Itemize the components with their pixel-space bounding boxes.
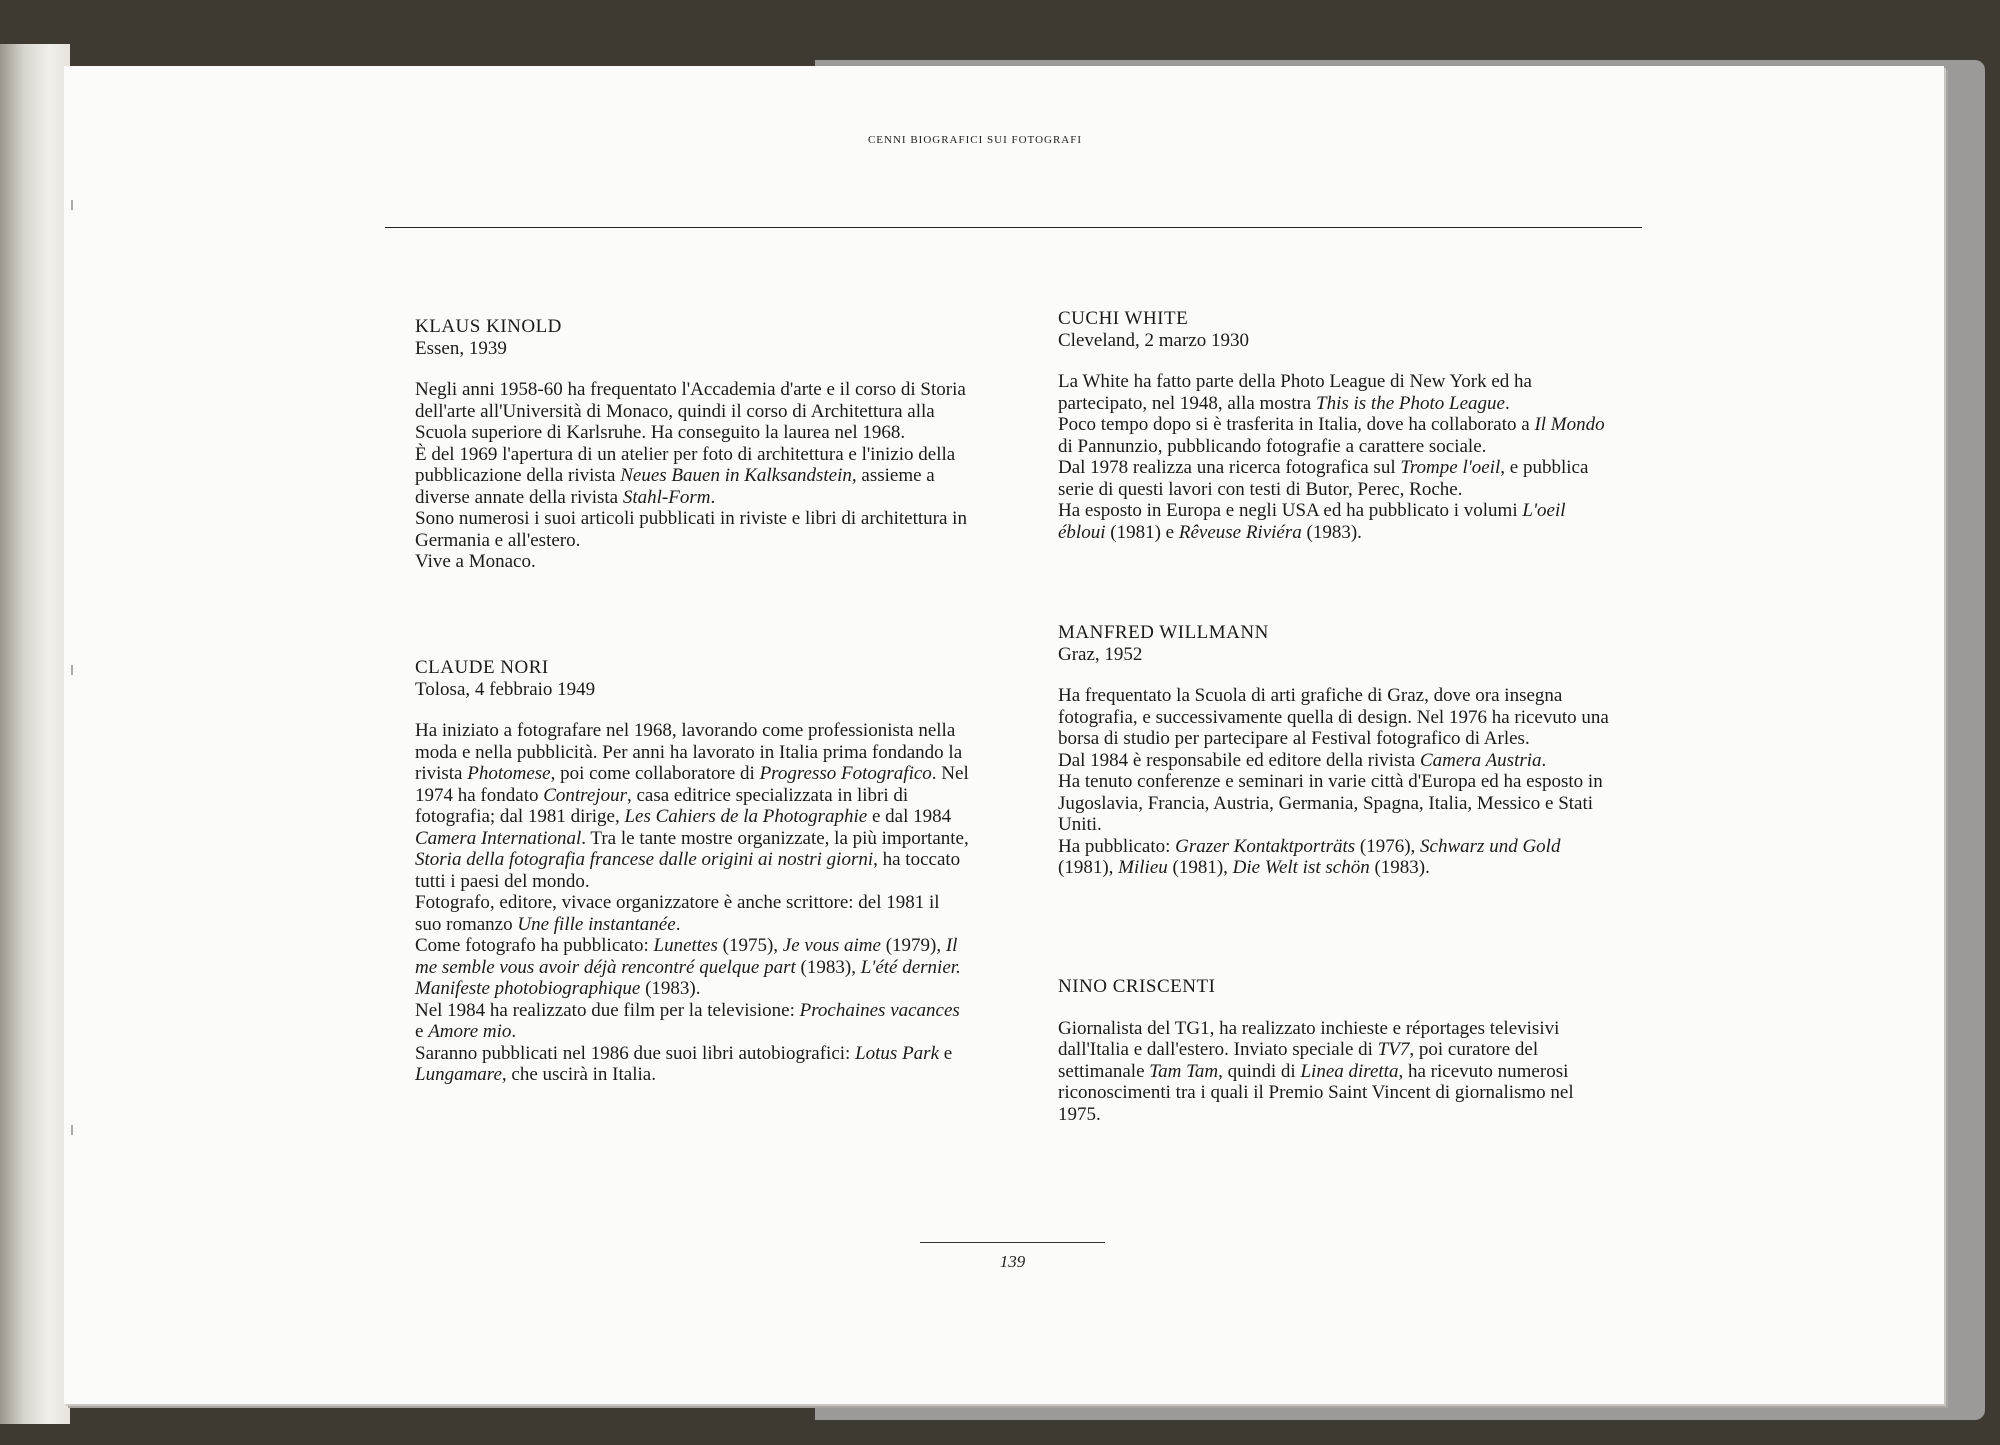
entry-name: NINO CRISCENTI [1058,976,1216,997]
entry-claude-nori [415,657,970,1086]
entry-paragraph: Negli anni 1958-60 ha frequentato l'Accademia d'arte e il corso di Storia dell'arte all'Università di Monaco, quindi il corso di Architettura alla Scuola superiore di Karlsruhe. Ha conseguito la laurea nel 1968. [415,379,966,443]
entry-origin: Graz, 1952 [1058,643,1143,665]
entry-paragraph: Vive a Monaco. [415,551,536,572]
page-number: 139 [999,1252,1026,1271]
book-spine [0,44,70,1424]
entry-paragraph: Ha pubblicato: Grazer Kontaktporträts (1976), Schwarz und Gold (1981), Milieu (1981), Die Welt ist schön (1983). [1058,835,1561,878]
entry-cuchi-white [1058,308,1613,543]
book-page [64,66,1944,1404]
entry-nino-criscenti [1058,976,1613,1125]
entry-name: CUCHI WHITE [1058,308,1189,329]
running-head: CENNI BIOGRAFICI SUI FOTOGRAFI [867,134,1083,146]
margin-mark [71,1125,73,1135]
margin-mark [71,665,73,675]
entry-paragraph: La White ha fatto parte della Photo League di New York ed ha partecipato, nel 1948, alla mostra This is the Photo League. [1058,371,1532,414]
entry-origin: Essen, 1939 [415,337,507,359]
entry-paragraph: Dal 1984 è responsabile ed editore della rivista Camera Austria. [1058,749,1547,771]
entry-paragraph: Nel 1984 ha realizzato due film per la televisione: Prochaines vacances e Amore mio. [415,999,960,1042]
entry-manfred-willmann [1058,622,1613,879]
entry-paragraph: Dal 1978 realizza una ricerca fotografica sul Trompe l'oeil, e pubblica serie di questi lavori con testi di Butor, Perec, Roche. [1058,457,1589,500]
entry-origin: Cleveland, 2 marzo 1930 [1058,329,1250,351]
footer-rule [920,1242,1105,1243]
entry-paragraph: Sono numerosi i suoi articoli pubblicati in riviste e libri di architettura in Germania e all'estero. [415,508,967,551]
entry-paragraph: Poco tempo dopo si è trasferita in Italia, dove ha collaborato a Il Mondo di Pannunzio, pubblicando fotografie a carattere sociale. [1058,414,1605,457]
entry-paragraph: Ha iniziato a fotografare nel 1968, lavorando come professionista nella moda e nella pubblicità. Per anni ha lavorato in Italia prima fondando la rivista Photomese, poi come collaboratore di Progresso Fotografico. Nel 1974 ha fondato Contrejour, casa editrice specializzata in libri di fotografia; dal 1981 dirige, Les Cahiers de la Photographie e dal 1984 Camera International. Tra le tante mostre organizzate, la più importante, Storia della fotografia francese dalle origini ai nostri giorni, ha toccato tutti i paesi del mondo. [415,720,969,892]
entry-paragraph: Ha tenuto conferenze e seminari in varie città d'Europa ed ha esposto in Jugoslavia, Francia, Austria, Germania, Spagna, Italia, Messico e Stati Uniti. [1058,771,1603,835]
entry-paragraph: Giornalista del TG1, ha realizzato inchieste e réportages televisivi dall'Italia e dall'estero. Inviato speciale di TV7, poi curatore del settimanale Tam Tam, quindi di Linea diretta, ha ricevuto numerosi riconoscimenti tra i quali il Premio Saint Vincent di giornalismo nel 1975. [1058,1017,1574,1125]
entry-paragraph: È del 1969 l'apertura di un atelier per foto di architettura e l'inizio della pubblicazione della rivista Neues Bauen in Kalksandstein, assieme a diverse annate della rivista Stahl-Form. [415,443,956,508]
entry-paragraph: Come fotografo ha pubblicato: Lunettes (1975), Je vous aime (1979), Il me semble vous avoir déjà rencontré quelque part (1983), L'été dernier. Manifeste photobiographique (1983). [415,935,961,999]
entry-paragraph: Ha esposto in Europa e negli USA ed ha pubblicato i volumi L'oeil ébloui (1981) e Rêveuse Riviéra (1983). [1058,500,1566,543]
entry-name: MANFRED WILLMANN [1058,622,1269,643]
entry-paragraph: Saranno pubblicati nel 1986 due suoi libri autobiografici: Lotus Park e Lungamare, che uscirà in Italia. [415,1042,953,1085]
entry-name: CLAUDE NORI [415,657,549,678]
margin-mark [71,200,73,210]
entry-paragraph: Ha frequentato la Scuola di arti grafiche di Graz, dove ora insegna fotografia, e successivamente quella di design. Nel 1976 ha ricevuto una borsa di studio per partecipare al Festival fotografico di Arles. [1058,685,1609,749]
entry-paragraph: Fotografo, editore, vivace organizzatore è anche scrittore: del 1981 il suo romanzo Une fille instantanée. [415,892,940,935]
header-rule [385,227,1642,228]
entry-klaus-kinold [415,316,970,573]
entry-origin: Tolosa, 4 febbraio 1949 [415,678,596,700]
entry-name: KLAUS KINOLD [415,316,562,337]
